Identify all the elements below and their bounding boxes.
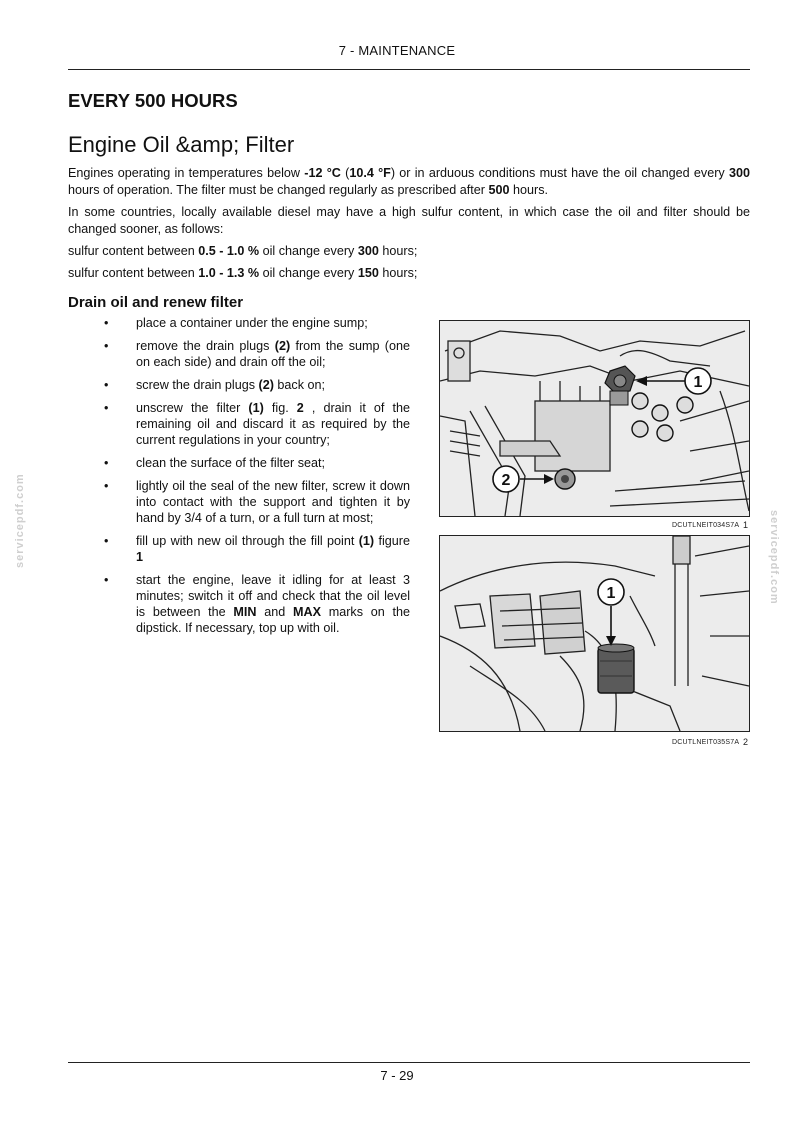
bullet: • (104, 339, 109, 353)
subsection-title: Engine Oil &amp; Filter (68, 132, 295, 157)
header-rule (68, 69, 750, 70)
drain-plug (555, 469, 575, 489)
bullet: • (104, 534, 109, 548)
callout-1-label: 1 (606, 585, 616, 602)
bullet: • (104, 401, 109, 415)
figure-1-number: 1 (743, 520, 749, 530)
engine-sump-illustration (440, 321, 749, 516)
figure-1-code: DCUTLNEIT034S7A (672, 522, 740, 529)
callout-1-label: 1 (693, 374, 703, 391)
step-item: • lightly oil the seal of the new filter, screw it down into contact with the support and tighten it by hand by 3/4 of a turn, or a full turn at most; (104, 479, 410, 525)
step-item: • screw the drain plugs (2) back on; (104, 378, 326, 392)
bullet: • (104, 456, 109, 470)
bullet: • (104, 316, 109, 330)
figure-2-number: 2 (743, 737, 749, 747)
figure-oil-filter (439, 535, 750, 732)
intro-paragraph-temperature: Engines operating in temperatures below -12 °C (10.4 °F) or in arduous conditions must have the oil changed every 300 hours of operation. The filter must be changed regularly as prescribed after 500 hours. (68, 166, 750, 197)
callout-2-label: 2 (501, 472, 511, 489)
step-item: • fill up with new oil through the fill point (1) figure 1 (104, 534, 410, 564)
step-item: • place a container under the engine sump; (104, 316, 368, 330)
step-item: • start the engine, leave it idling for at least 3 minutes; switch it off and check that the oil level is between the MIN and MAX marks on the dipstick. If necessary, top up with oil. (104, 573, 410, 635)
bullet: • (104, 573, 109, 587)
figure-engine-sump (439, 320, 750, 517)
oil-filter (598, 644, 634, 693)
page-number: 7 - 29 (380, 1068, 414, 1083)
step-item: • unscrew the filter (1) fig. 2 , drain it of the remaining oil and discard it as required by the current regulations in your country; (104, 401, 410, 447)
step-item: • remove the drain plugs (2) from the sump (one on each side) and drain off the oil; (104, 339, 410, 369)
oil-filter-illustration (440, 536, 749, 731)
sulfur-rule-1: sulfur content between 0.5 - 1.0 % oil change every 300 hours; (68, 244, 418, 258)
intro-paragraph-sulfur: In some countries, locally available diesel may have a high sulfur content, in which case the oil and filter should be changed sooner, as follows: (68, 205, 750, 236)
sulfur-rule-2: sulfur content between 1.0 - 1.3 % oil change every 150 hours; (68, 266, 418, 280)
step-item: • clean the surface of the filter seat; (104, 456, 326, 470)
procedure-steps (68, 315, 410, 643)
procedure-title: Drain oil and renew filter (68, 294, 244, 311)
footer-rule (68, 1062, 750, 1063)
intro-text (68, 165, 750, 287)
chapter-header: 7 - MAINTENANCE (338, 43, 456, 58)
bullet: • (104, 479, 109, 493)
figure-2-code: DCUTLNEIT035S7A (672, 739, 740, 746)
watermark-right: servicepdf.com (768, 510, 780, 605)
section-title: EVERY 500 HOURS (68, 90, 238, 111)
bullet: • (104, 378, 109, 392)
watermark-left: servicepdf.com (14, 473, 26, 568)
